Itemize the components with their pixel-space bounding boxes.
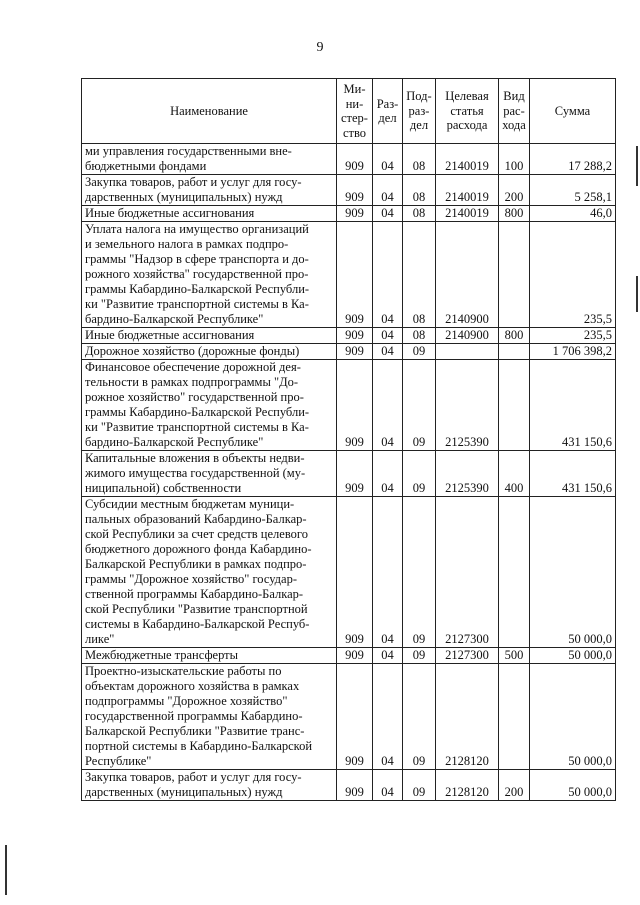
row-name: Проектно-изыскательские работы по объектам дорожного хозяйства в рамках подпрограммы "Дорожное хозяйство" государственной программы Кабардино- Балкарской Республики "Развитие транс- портной системы в Кабардино-Балкарской Республике" xyxy=(82,664,337,770)
row-target-article xyxy=(436,344,499,360)
header-section: Раз- дел xyxy=(373,79,403,144)
table-row xyxy=(82,144,616,175)
header-name: Наименование xyxy=(82,79,337,144)
row-name: Уплата налога на имущество организаций и земельного налога в рамках подпро- граммы "Надзор в сфере транспорта и до- рожного хозяйства" государственной про- граммы Кабардино-Балкарской Республи- ки "Развитие транспортной системы в Ка- бардино-Балкарской Республике" xyxy=(82,222,337,328)
row-sum: 235,5 xyxy=(530,222,616,328)
row-target-article: 2140019 xyxy=(436,175,499,206)
row-ministry: 909 xyxy=(337,222,373,328)
row-expense-type: 400 xyxy=(499,451,530,497)
row-sum: 5 258,1 xyxy=(530,175,616,206)
row-name: Иные бюджетные ассигнования xyxy=(82,206,337,222)
row-sum: 235,5 xyxy=(530,328,616,344)
row-ministry: 909 xyxy=(337,648,373,664)
row-sum: 50 000,0 xyxy=(530,770,616,801)
row-expense-type: 500 xyxy=(499,648,530,664)
row-expense-type: 800 xyxy=(499,328,530,344)
row-ministry: 909 xyxy=(337,344,373,360)
row-expense-type xyxy=(499,222,530,328)
row-name: Закупка товаров, работ и услуг для госу- дарственных (муниципальных) нужд xyxy=(82,770,337,801)
table-row xyxy=(82,206,616,222)
header-row xyxy=(82,79,616,144)
header-expense-type: Вид рас- хода xyxy=(499,79,530,144)
row-subsection: 09 xyxy=(403,451,436,497)
row-sum: 46,0 xyxy=(530,206,616,222)
table-row xyxy=(82,175,616,206)
row-expense-type xyxy=(499,664,530,770)
row-target-article: 2128120 xyxy=(436,770,499,801)
row-section: 04 xyxy=(373,451,403,497)
row-subsection: 08 xyxy=(403,144,436,175)
table-row xyxy=(82,344,616,360)
row-section: 04 xyxy=(373,175,403,206)
row-name: ми управления государственными вне- бюджетными фондами xyxy=(82,144,337,175)
table-row xyxy=(82,222,616,328)
row-section: 04 xyxy=(373,222,403,328)
row-target-article: 2140019 xyxy=(436,206,499,222)
row-section: 04 xyxy=(373,344,403,360)
table-row xyxy=(82,360,616,451)
table-row xyxy=(82,328,616,344)
row-sum: 50 000,0 xyxy=(530,648,616,664)
row-expense-type xyxy=(499,360,530,451)
row-name: Дорожное хозяйство (дорожные фонды) xyxy=(82,344,337,360)
row-target-article: 2140900 xyxy=(436,222,499,328)
row-expense-type xyxy=(499,497,530,648)
row-sum: 50 000,0 xyxy=(530,497,616,648)
row-name: Иные бюджетные ассигнования xyxy=(82,328,337,344)
row-sum: 431 150,6 xyxy=(530,451,616,497)
row-expense-type: 800 xyxy=(499,206,530,222)
row-section: 04 xyxy=(373,206,403,222)
row-section: 04 xyxy=(373,360,403,451)
row-target-article: 2127300 xyxy=(436,648,499,664)
row-subsection: 08 xyxy=(403,222,436,328)
row-ministry: 909 xyxy=(337,664,373,770)
table-row xyxy=(82,451,616,497)
row-target-article: 2125390 xyxy=(436,360,499,451)
table-row xyxy=(82,664,616,770)
row-subsection: 08 xyxy=(403,175,436,206)
row-ministry: 909 xyxy=(337,770,373,801)
row-ministry: 909 xyxy=(337,175,373,206)
row-target-article: 2140900 xyxy=(436,328,499,344)
table-row xyxy=(82,497,616,648)
row-expense-type: 200 xyxy=(499,175,530,206)
row-subsection: 08 xyxy=(403,328,436,344)
row-subsection: 09 xyxy=(403,360,436,451)
row-subsection: 09 xyxy=(403,344,436,360)
row-target-article: 2127300 xyxy=(436,497,499,648)
row-section: 04 xyxy=(373,664,403,770)
row-ministry: 909 xyxy=(337,144,373,175)
row-target-article: 2125390 xyxy=(436,451,499,497)
header-subsection: Под- раз- дел xyxy=(403,79,436,144)
row-subsection: 09 xyxy=(403,497,436,648)
row-target-article: 2140019 xyxy=(436,144,499,175)
row-expense-type: 100 xyxy=(499,144,530,175)
row-section: 04 xyxy=(373,770,403,801)
row-section: 04 xyxy=(373,328,403,344)
row-section: 04 xyxy=(373,497,403,648)
scan-artifact-mark xyxy=(636,276,638,312)
row-section: 04 xyxy=(373,144,403,175)
row-sum: 17 288,2 xyxy=(530,144,616,175)
row-name: Финансовое обеспечение дорожной дея- тельности в рамках подпрограммы "До- рожное хозяйство" государственной про- граммы Кабардино-Балкарской Республи- ки "Развитие транспортной системы в Ка- бардино-Балкарской Республике" xyxy=(82,360,337,451)
scan-artifact-mark xyxy=(636,146,638,186)
row-ministry: 909 xyxy=(337,328,373,344)
row-subsection: 09 xyxy=(403,664,436,770)
header-target-article: Целевая статья расхода xyxy=(436,79,499,144)
row-section: 04 xyxy=(373,648,403,664)
row-target-article: 2128120 xyxy=(436,664,499,770)
table-row xyxy=(82,648,616,664)
row-sum: 431 150,6 xyxy=(530,360,616,451)
header-ministry: Ми- ни- стер- ство xyxy=(337,79,373,144)
header-sum: Сумма xyxy=(530,79,616,144)
row-ministry: 909 xyxy=(337,497,373,648)
row-sum: 50 000,0 xyxy=(530,664,616,770)
row-name: Закупка товаров, работ и услуг для госу- дарственных (муниципальных) нужд xyxy=(82,175,337,206)
row-name: Капитальные вложения в объекты недви- жимого имущества государственной (му- ниципальной) собственности xyxy=(82,451,337,497)
row-subsection: 09 xyxy=(403,770,436,801)
row-ministry: 909 xyxy=(337,206,373,222)
budget-table xyxy=(81,78,616,801)
table-row xyxy=(82,770,616,801)
row-ministry: 909 xyxy=(337,360,373,451)
page-number: 9 xyxy=(316,40,324,55)
row-name: Межбюджетные трансферты xyxy=(82,648,337,664)
row-subsection: 08 xyxy=(403,206,436,222)
row-expense-type: 200 xyxy=(499,770,530,801)
row-ministry: 909 xyxy=(337,451,373,497)
scan-artifact-mark xyxy=(5,845,7,895)
row-subsection: 09 xyxy=(403,648,436,664)
row-sum: 1 706 398,2 xyxy=(530,344,616,360)
row-name: Субсидии местным бюджетам муници- пальных образований Кабардино-Балкар- ской Республики за счет средств целевого бюджетного дорожного фонда Кабардино- Балкарской Республики в рамках подпро- граммы "Дорожное хозяйство" государ- ственной программы Кабардино-Балкар- ской Республики "Развитие транспортной системы в Кабардино-Балкарской Респуб- лике" xyxy=(82,497,337,648)
row-expense-type xyxy=(499,344,530,360)
